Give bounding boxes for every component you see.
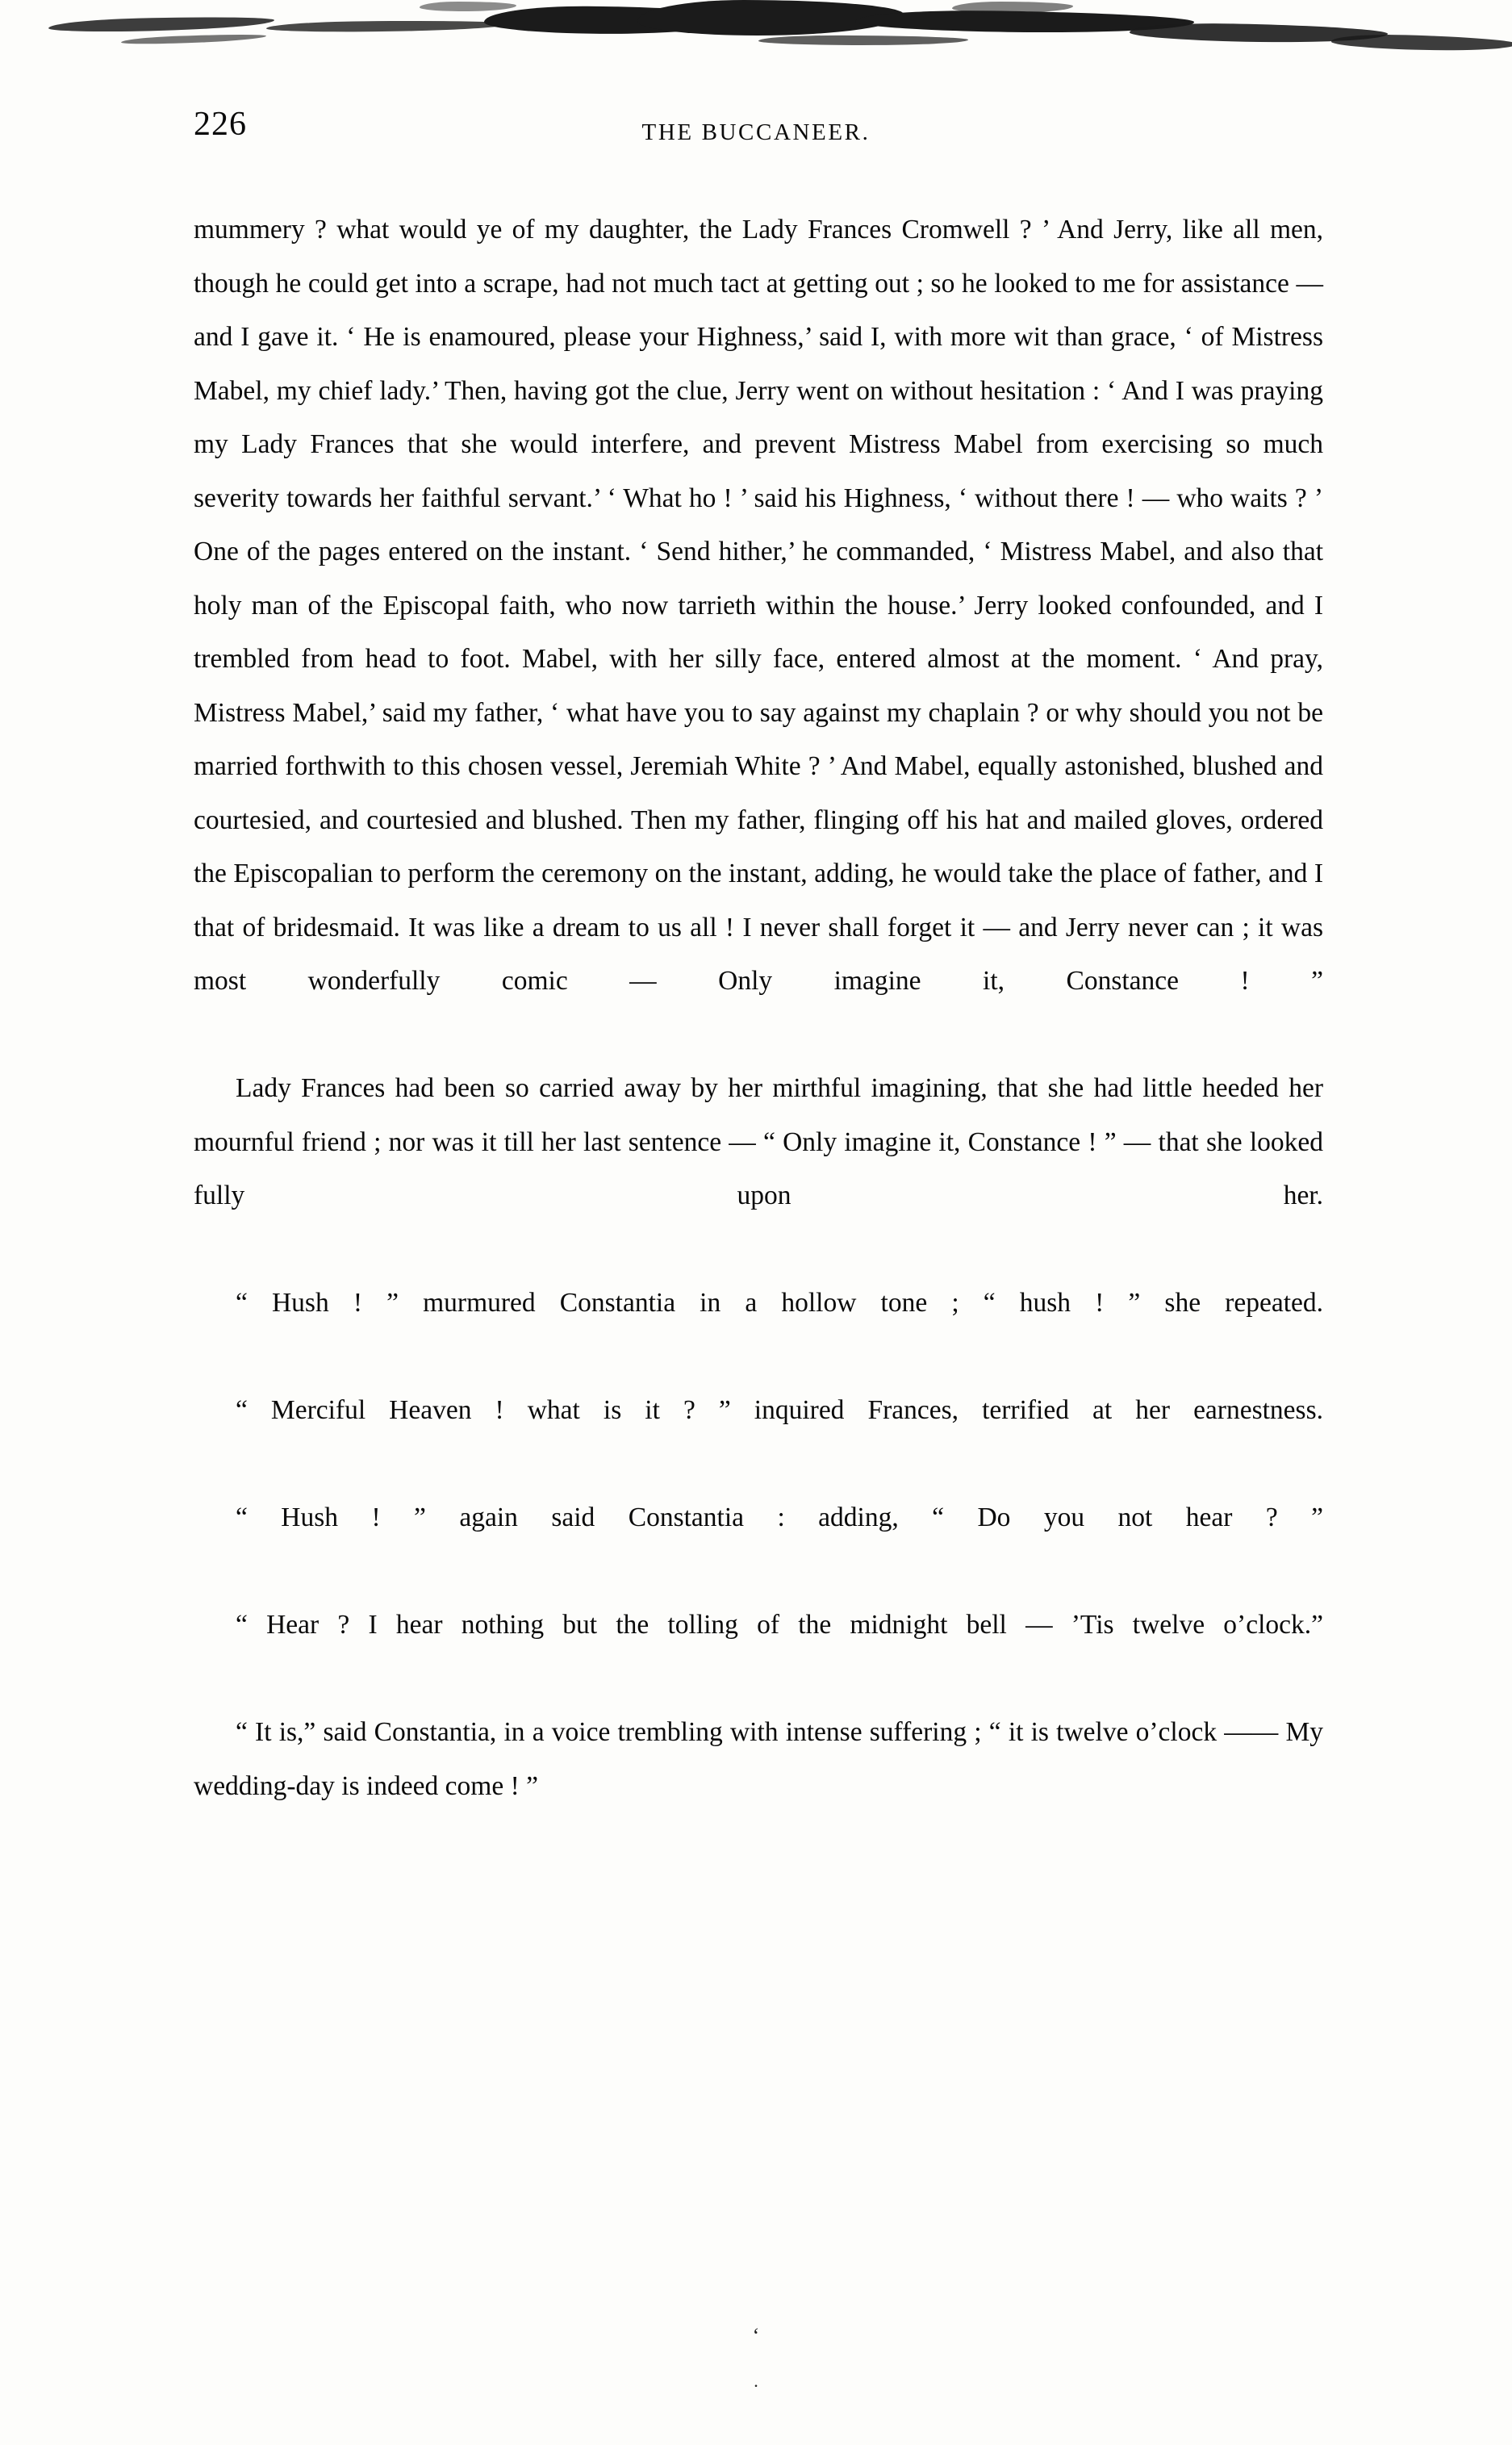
page-bottom-marks [0,2324,1512,2392]
bottom-mark-dot: . [754,2371,758,2391]
paragraph-4: “ Merciful Heaven ! what is it ? ” inquired Frances, terrified at her earnestness. [236,1395,1323,1425]
paragraph-6: “ Hear ? I hear nothing but the tolling of the midnight bell — ’Tis twelve o’clock.” [236,1610,1323,1640]
scan-edge-artifact [0,0,1512,73]
paragraph-7: “ It is,” said Constantia, in a voice trembling with intense suffering ; “ it is twelve o’clock —— My wedding-day is indeed come ! ” [194,1717,1323,1801]
paragraph-2: Lady Frances had been so carried away by her mirthful imagining, that she had little heeded her mournful friend ; nor was it till her last sentence — “ Only imagine it, Constance ! ” — that she looked fully upon her. [194,1073,1323,1210]
paragraph-3: “ Hush ! ” murmured Constantia in a hollow tone ; “ hush ! ” she repeated. [236,1288,1323,1318]
bottom-mark-apostrophe: ‘ [752,2324,760,2347]
running-head-title: THE BUCCANEER. [641,119,871,145]
page-number: 226 [194,106,247,143]
paragraph-5: “ Hush ! ” again said Constantia : adding, “ Do you not hear ? ” [236,1503,1323,1532]
body-text [194,203,1323,1813]
paragraph-1: mummery ? what would ye of my daughter, the Lady Frances Cromwell ? ’ And Jerry, like all men, though he could get into a scrape, had not much tact at getting out ; so he looked to me for assistance — and I gave it. ‘ He is enamoured, please your Highness,’ said I, with more wit than grace, ‘ of Mistress Mabel, my chief lady.’ Then, having got the clue, Jerry went on without hesitation : ‘ And I was praying my Lady Frances that she would interfere, and prevent Mistress Mabel from exercising so much severity towards her faithful servant.’ ‘ What ho ! ’ said his Highness, ‘ without there ! — who waits ? ’ One of the pages entered on the instant. ‘ Send hither,’ he commanded, ‘ Mistress Mabel, and also that holy man of the Episcopal faith, who now tarrieth within the house.’ Jerry looked confounded, and I trembled from head to foot. Mabel, with her silly face, entered almost at the moment. ‘ And pray, Mistress Mabel,’ said my father, ‘ what have you to say against my chaplain ? or why should you not be married forthwith to this chosen vessel, Jeremiah White ? ’ And Mabel, equally astonished, blushed and courtesied, and courtesied and blushed. Then my father, flinging off his hat and mailed gloves, ordered the Episcopalian to perform the ceremony on the instant, adding, he would take the place of father, and I that of bridesmaid. It was like a dream to us all ! I never shall forget it — and Jerry never can ; it was most wonderfully comic — Only imagine it, Constance ! ” [194,215,1323,996]
